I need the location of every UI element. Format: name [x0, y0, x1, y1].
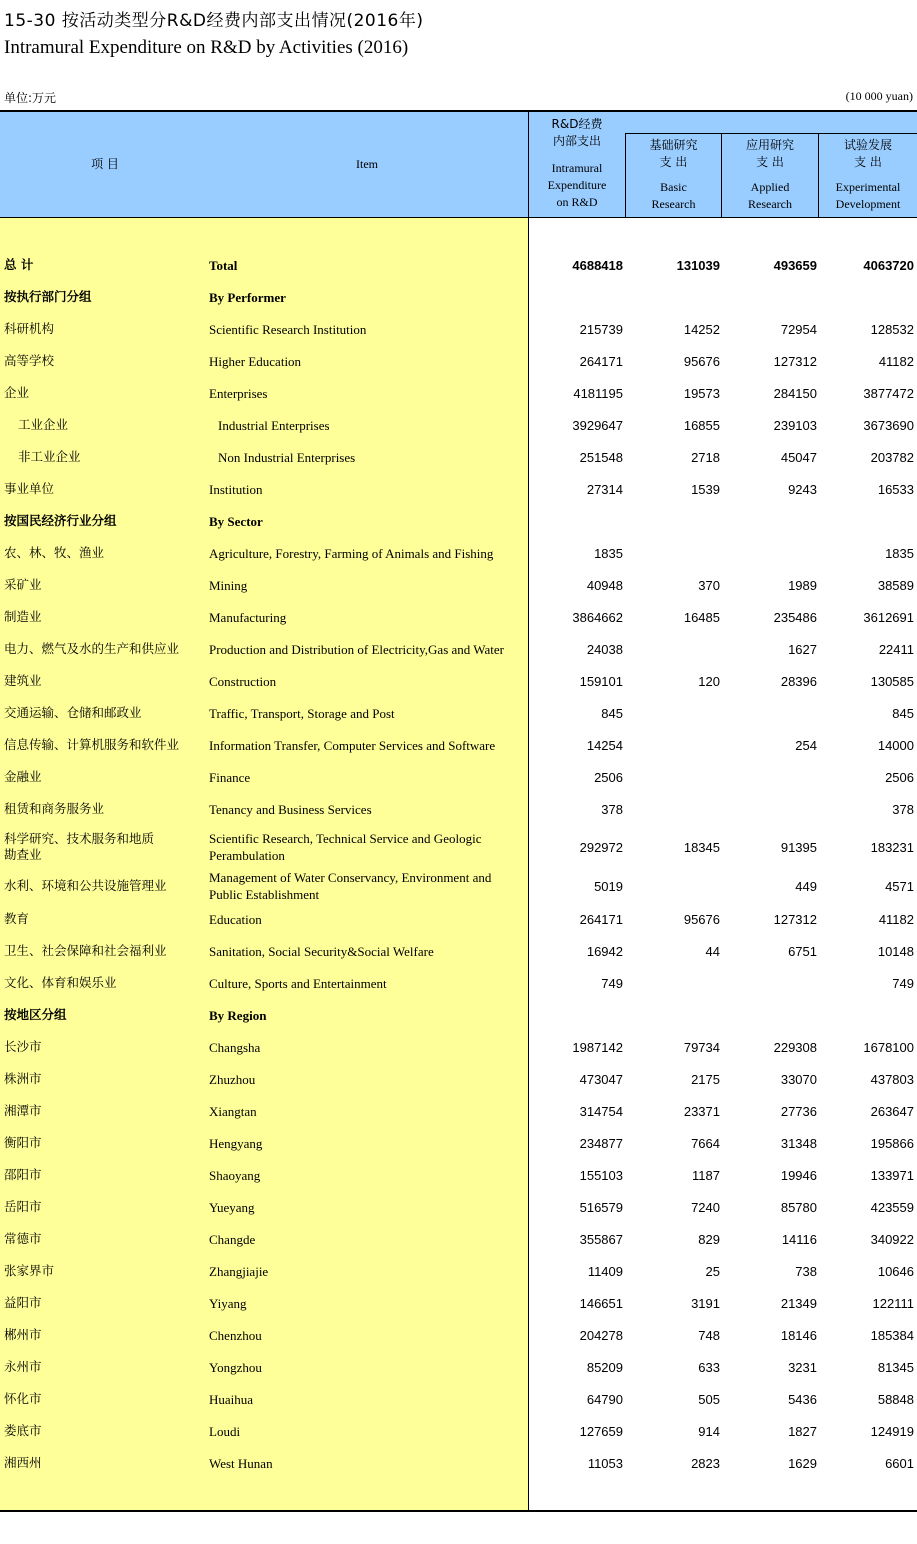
row-label-cn: 非工业企业: [18, 449, 81, 464]
row-label-en: Traffic, Transport, Storage and Post: [209, 705, 395, 721]
row-label-cn: 株洲市: [4, 1071, 42, 1086]
cell-value-col1: 251548: [579, 449, 623, 465]
cell-value-col4: 124919: [870, 1423, 914, 1439]
row-label-cn: 总 计: [4, 257, 34, 272]
cell-value-col3: 18146: [780, 1327, 817, 1343]
unit-label-cn: 单位:万元: [4, 91, 57, 105]
row-label-en: Manufacturing: [209, 609, 287, 625]
cell-value-col3: [722, 537, 817, 569]
table-row: [0, 377, 917, 409]
cell-value-col3: [722, 761, 817, 793]
table-row: [0, 569, 917, 601]
row-label-en: West Hunan: [209, 1455, 273, 1471]
row-label-cn: 怀化市: [4, 1391, 42, 1406]
row-label-en: Huaihua: [209, 1391, 254, 1407]
row-label-en: By Performer: [209, 289, 286, 305]
row-label-cn: 按地区分组: [4, 1007, 67, 1022]
row-label-cn: 水利、环境和公共设施管理业: [4, 878, 167, 893]
cell-value-col1: 1835: [594, 545, 623, 561]
header-sub-rule: [626, 133, 917, 134]
cell-value-col3: [722, 697, 817, 729]
cell-value-col2: [626, 281, 720, 313]
table-row: [0, 1287, 917, 1319]
cell-value-col1: 473047: [579, 1071, 623, 1087]
cell-value-col3: [722, 505, 817, 537]
cell-value-col2: 14252: [683, 321, 720, 337]
cell-value-col4: 130585: [870, 673, 914, 689]
table-row: [0, 633, 917, 665]
row-label-en: Industrial Enterprises: [218, 417, 330, 433]
row-label-cn: 邵阳市: [4, 1167, 42, 1182]
header-col1-cn: R&D经费 内部支出: [551, 117, 603, 148]
row-label-cn: 湘潭市: [4, 1103, 42, 1118]
table-row: [0, 967, 917, 999]
cell-value-col2: [626, 793, 720, 825]
cell-value-col2: 79734: [683, 1039, 720, 1055]
table-row: [0, 1223, 917, 1255]
row-label-en: Yueyang: [209, 1199, 255, 1215]
cell-value-col1: 234877: [579, 1135, 623, 1151]
cell-value-col2: [626, 868, 720, 904]
cell-value-col4: 3612691: [863, 609, 914, 625]
cell-value-col2: 44: [705, 943, 720, 959]
cell-value-col2: 120: [698, 673, 720, 689]
cell-value-col2: 748: [698, 1327, 720, 1343]
cell-value-col4: 41182: [878, 911, 914, 927]
row-label-cn: 按执行部门分组: [4, 289, 92, 304]
cell-value-col2: 829: [698, 1231, 720, 1247]
cell-value-col1: 749: [601, 975, 623, 991]
cell-value-col4: 6601: [885, 1455, 914, 1471]
cell-value-col2: 505: [698, 1391, 720, 1407]
row-label-cn: 衡阳市: [4, 1135, 42, 1150]
cell-value-col3: 449: [795, 878, 817, 894]
cell-value-col3: 127312: [773, 353, 817, 369]
cell-value-col4: 128532: [870, 321, 914, 337]
cell-value-col2: 7240: [691, 1199, 720, 1215]
row-label-cn: 采矿业: [4, 577, 42, 592]
table-row: [0, 868, 917, 904]
row-label-en: Chenzhou: [209, 1327, 262, 1343]
cell-value-col4: 437803: [870, 1071, 914, 1087]
cell-value-col4: 378: [892, 801, 914, 817]
cell-value-col4: 340922: [870, 1231, 914, 1247]
cell-value-col1: 215739: [579, 321, 623, 337]
cell-value-col3: 19946: [780, 1167, 817, 1183]
cell-value-col1: 155103: [579, 1167, 623, 1183]
cell-value-col3: [722, 793, 817, 825]
row-label-cn: 电力、燃气及水的生产和供应业: [4, 641, 180, 656]
cell-value-col2: 1539: [691, 481, 720, 497]
cell-value-col3: 239103: [773, 417, 817, 433]
cell-value-col3: 6751: [788, 943, 817, 959]
row-label-cn: 工业企业: [18, 417, 69, 432]
row-label-cn: 永州市: [4, 1359, 42, 1374]
cell-value-col2: 370: [698, 577, 720, 593]
cell-value-col3: 127312: [773, 911, 817, 927]
row-label-en: Institution: [209, 481, 263, 497]
cell-value-col1: [529, 505, 623, 537]
cell-value-col2: 19573: [683, 385, 720, 401]
cell-value-col1: 1987142: [572, 1039, 623, 1055]
cell-value-col2: 95676: [683, 911, 720, 927]
cell-value-col3: 5436: [788, 1391, 817, 1407]
row-label-en: Management of Water Conservancy, Environment and Public Establishment: [209, 870, 492, 902]
cell-value-col3: 28396: [780, 673, 817, 689]
cell-value-col2: 16855: [683, 417, 720, 433]
row-label-cn: 制造业: [4, 609, 42, 624]
cell-value-col2: 914: [698, 1423, 720, 1439]
cell-value-col1: 204278: [579, 1327, 623, 1343]
table-row: [0, 761, 917, 793]
cell-value-col3: 33070: [780, 1071, 817, 1087]
cell-value-col2: 7664: [691, 1135, 720, 1151]
row-label-en: Yiyang: [209, 1295, 247, 1311]
cell-value-col4: 2506: [885, 769, 914, 785]
cell-value-col3: 85780: [780, 1199, 817, 1215]
row-label-cn: 娄底市: [4, 1423, 42, 1438]
header-col4-cn: 试验发展 支 出: [843, 138, 892, 169]
row-label-cn: 张家界市: [4, 1263, 55, 1278]
cell-value-col2: [626, 761, 720, 793]
cell-value-col4: 41182: [878, 353, 914, 369]
cell-value-col1: 85209: [586, 1359, 623, 1375]
row-label-en: Enterprises: [209, 385, 268, 401]
cell-value-col1: 3864662: [572, 609, 623, 625]
cell-value-col3: 91395: [780, 839, 817, 855]
table-row: [0, 1415, 917, 1447]
cell-value-col3: 229308: [773, 1039, 817, 1055]
table-row: [0, 441, 917, 473]
table-row: [0, 1159, 917, 1191]
cell-value-col1: 146651: [579, 1295, 623, 1311]
row-label-en: Loudi: [209, 1423, 241, 1439]
row-label-en: Finance: [209, 769, 251, 785]
cell-value-col3: 21349: [780, 1295, 817, 1311]
header-col1-en: Intramural Expenditure on R&D: [547, 161, 607, 209]
row-label-en: Changsha: [209, 1039, 261, 1055]
header-col3-en: Applied Research: [748, 180, 792, 211]
table-row: [0, 1383, 917, 1415]
cell-value-col2: [626, 967, 720, 999]
table-row: [0, 697, 917, 729]
table-row: [0, 1191, 917, 1223]
cell-value-col1: 378: [601, 801, 623, 817]
cell-value-col4: 195866: [870, 1135, 914, 1151]
cell-value-col2: 16485: [683, 609, 720, 625]
table-row: [0, 1319, 917, 1351]
row-label-en: Production and Distribution of Electricity,Gas and Water: [209, 641, 504, 657]
cell-value-col3: 493659: [773, 257, 817, 273]
cell-value-col2: 2823: [691, 1455, 720, 1471]
header-col4-en: Experimental Development: [835, 180, 901, 211]
table-row: [0, 1255, 917, 1287]
cell-value-col4: [819, 505, 914, 537]
row-label-cn: 岳阳市: [4, 1199, 42, 1214]
table-row: [0, 409, 917, 441]
row-label-cn: 农、林、牧、渔业: [4, 545, 105, 560]
cell-value-col2: 23371: [683, 1103, 720, 1119]
cell-value-col1: 14254: [586, 737, 623, 753]
row-label-cn: 建筑业: [4, 673, 42, 688]
row-label-cn: 郴州市: [4, 1327, 42, 1342]
table-row: [0, 935, 917, 967]
table-row: [0, 1351, 917, 1383]
cell-value-col2: [626, 999, 720, 1031]
table-row: [0, 505, 917, 537]
row-label-en: Higher Education: [209, 353, 302, 369]
row-label-en: Information Transfer, Computer Services and Software: [209, 737, 496, 753]
cell-value-col3: 31348: [780, 1135, 817, 1151]
cell-value-col1: 27314: [586, 481, 623, 497]
cell-value-col4: 16533: [877, 481, 914, 497]
table-top-border: [0, 110, 917, 112]
row-label-cn: 高等学校: [4, 353, 55, 368]
cell-value-col2: 3191: [691, 1295, 720, 1311]
cell-value-col3: 3231: [788, 1359, 817, 1375]
row-label-en: Changde: [209, 1231, 256, 1247]
cell-value-col4: 263647: [870, 1103, 914, 1119]
row-label-cn: 信息传输、计算机服务和软件业: [4, 737, 180, 752]
header-col3-cn: 应用研究 支 出: [745, 138, 794, 169]
cell-value-col1: 292972: [579, 839, 623, 855]
cell-value-col1: 2506: [594, 769, 623, 785]
cell-value-col2: 633: [698, 1359, 720, 1375]
row-label-en: Zhuzhou: [209, 1071, 256, 1087]
table-row: [0, 313, 917, 345]
row-label-en: Zhangjiajie: [209, 1263, 269, 1279]
cell-value-col3: 1629: [788, 1455, 817, 1471]
cell-value-col1: 355867: [579, 1231, 623, 1247]
cell-value-col1: 3929647: [572, 417, 623, 433]
cell-value-col4: 38589: [877, 577, 914, 593]
cell-value-col3: 738: [795, 1263, 817, 1279]
header-col2-cn: 基础研究 支 出: [649, 138, 698, 169]
cell-value-col2: [626, 505, 720, 537]
cell-value-col3: 45047: [780, 449, 817, 465]
cell-value-col1: [529, 999, 623, 1031]
row-label-en: Education: [209, 911, 262, 927]
unit-label-en: (10 000 yuan): [845, 89, 913, 103]
cell-value-col1: 4181195: [573, 385, 623, 401]
cell-value-col1: 16942: [586, 943, 623, 959]
cell-value-col4: 133971: [870, 1167, 914, 1183]
table-title-en: Intramural Expenditure on R&D by Activities (2016): [4, 37, 409, 58]
cell-value-col3: 1827: [788, 1423, 817, 1439]
cell-value-col4: 4571: [885, 878, 914, 894]
cell-value-col2: 131039: [676, 257, 720, 273]
cell-value-col4: 122111: [872, 1295, 914, 1311]
cell-value-col4: 185384: [870, 1327, 914, 1343]
row-label-cn: 卫生、社会保障和社会福利业: [4, 943, 167, 958]
cell-value-col3: 1627: [788, 641, 817, 657]
row-label-cn: 按国民经济行业分组: [4, 513, 117, 528]
row-label-en: Mining: [209, 577, 248, 593]
row-label-cn: 益阳市: [4, 1295, 42, 1310]
cell-value-col4: 749: [892, 975, 914, 991]
row-label-cn: 长沙市: [4, 1039, 42, 1054]
cell-value-col1: 11053: [587, 1455, 623, 1471]
row-label-en: Shaoyang: [209, 1167, 261, 1183]
cell-value-col1: 40948: [586, 577, 623, 593]
row-label-en: Construction: [209, 673, 277, 689]
row-label-cn: 事业单位: [4, 481, 55, 496]
cell-value-col3: 254: [795, 737, 817, 753]
cell-value-col4: 203782: [870, 449, 914, 465]
row-label-en: Agriculture, Forestry, Farming of Animals and Fishing: [209, 545, 494, 561]
cell-value-col3: 235486: [773, 609, 817, 625]
row-label-en: Hengyang: [209, 1135, 263, 1151]
header-item-en: Item: [356, 157, 378, 171]
table-row: [0, 537, 917, 569]
cell-value-col1: 64790: [586, 1391, 623, 1407]
header-col2-en: Basic Research: [651, 180, 696, 211]
cell-value-col3: 72954: [780, 321, 817, 337]
cell-value-col4: 1835: [885, 545, 914, 561]
row-label-cn: 交通运输、仓储和邮政业: [4, 705, 142, 720]
cell-value-col2: 95676: [683, 353, 720, 369]
table-row: [0, 601, 917, 633]
cell-value-col2: 2718: [691, 449, 720, 465]
table-bottom-border: [0, 1510, 917, 1512]
table-title-cn: 15-30 按活动类型分R&D经费内部支出情况(2016年): [4, 11, 424, 31]
cell-value-col1: 24038: [586, 641, 623, 657]
cell-value-col4: 14000: [877, 737, 914, 753]
row-label-en: Sanitation, Social Security&Social Welfare: [209, 943, 434, 959]
cell-value-col4: 10646: [877, 1263, 914, 1279]
table-row: [0, 903, 917, 935]
table-row: [0, 665, 917, 697]
row-label-cn: 科研机构: [4, 321, 55, 336]
cell-value-col4: 1678100: [863, 1039, 914, 1055]
cell-value-col3: 9243: [788, 481, 817, 497]
table-row: [0, 793, 917, 825]
cell-value-col4: 22411: [878, 641, 914, 657]
cell-value-col3: 14116: [781, 1231, 817, 1247]
row-label-en: Tenancy and Business Services: [209, 801, 372, 817]
row-label-cn: 金融业: [4, 769, 42, 784]
row-label-cn: 租赁和商务服务业: [4, 801, 105, 816]
cell-value-col3: [722, 999, 817, 1031]
table-row: [0, 829, 917, 865]
row-label-en: By Sector: [209, 513, 263, 529]
cell-value-col3: 284150: [773, 385, 817, 401]
row-label-cn: 湘西州: [4, 1455, 42, 1470]
cell-value-col2: [626, 633, 720, 665]
cell-value-col4: 3877472: [863, 385, 914, 401]
row-label-en: Non Industrial Enterprises: [218, 449, 356, 465]
cell-value-col1: 127659: [579, 1423, 623, 1439]
cell-value-col4: 81345: [877, 1359, 914, 1375]
cell-value-col1: 4688418: [572, 257, 623, 273]
cell-value-col1: 314754: [579, 1103, 623, 1119]
cell-value-col1: [529, 281, 623, 313]
row-label-en: Culture, Sports and Entertainment: [209, 975, 387, 991]
cell-value-col4: 423559: [870, 1199, 914, 1215]
cell-value-col1: 516579: [579, 1199, 623, 1215]
cell-value-col4: [819, 999, 914, 1031]
table-row: [0, 473, 917, 505]
cell-value-col3: 1989: [788, 577, 817, 593]
cell-value-col3: 27736: [780, 1103, 817, 1119]
row-label-cn: 科学研究、技术服务和地质 勘查业: [4, 831, 155, 862]
cell-value-col2: [626, 729, 720, 761]
row-label-cn: 文化、体育和娱乐业: [4, 975, 117, 990]
cell-value-col4: 10148: [877, 943, 914, 959]
cell-value-col1: 845: [601, 705, 623, 721]
table-row: [0, 345, 917, 377]
cell-value-col4: [819, 281, 914, 313]
table-row: [0, 999, 917, 1031]
cell-value-col4: 183231: [870, 839, 914, 855]
cell-value-col3: [722, 281, 817, 313]
row-label-cn: 常德市: [4, 1231, 42, 1246]
table-row: [0, 1031, 917, 1063]
cell-value-col2: 25: [705, 1263, 720, 1279]
header-bottom-border: [0, 217, 917, 218]
cell-value-col2: 2175: [691, 1071, 720, 1087]
table-row: [0, 249, 917, 281]
cell-value-col2: 18345: [683, 839, 720, 855]
cell-value-col1: 11409: [587, 1263, 623, 1279]
table-row: [0, 1063, 917, 1095]
row-label-en: By Region: [209, 1007, 267, 1023]
row-label-cn: 企业: [4, 385, 30, 400]
cell-value-col1: 5019: [594, 878, 623, 894]
cell-value-col2: 1187: [692, 1167, 720, 1183]
cell-value-col4: 3673690: [863, 417, 914, 433]
row-label-en: Yongzhou: [209, 1359, 262, 1375]
cell-value-col2: [626, 697, 720, 729]
row-label-en: Xiangtan: [209, 1103, 257, 1119]
table-row: [0, 281, 917, 313]
cell-value-col4: 4063720: [863, 257, 914, 273]
cell-value-col1: 159101: [579, 673, 623, 689]
cell-value-col1: 264171: [579, 911, 623, 927]
header-item-cn: 项 目: [91, 157, 119, 171]
table-row: [0, 729, 917, 761]
table-row: [0, 1447, 917, 1479]
table-row: [0, 1095, 917, 1127]
table-row: [0, 1127, 917, 1159]
cell-value-col4: 845: [892, 705, 914, 721]
cell-value-col1: 264171: [579, 353, 623, 369]
cell-value-col3: [722, 967, 817, 999]
row-label-en: Total: [209, 257, 238, 273]
row-label-en: Scientific Research Institution: [209, 321, 367, 337]
row-label-en: Scientific Research, Technical Service and Geologic Perambulation: [209, 831, 482, 863]
cell-value-col4: 58848: [877, 1391, 914, 1407]
row-label-cn: 教育: [4, 911, 30, 926]
cell-value-col2: [626, 537, 720, 569]
